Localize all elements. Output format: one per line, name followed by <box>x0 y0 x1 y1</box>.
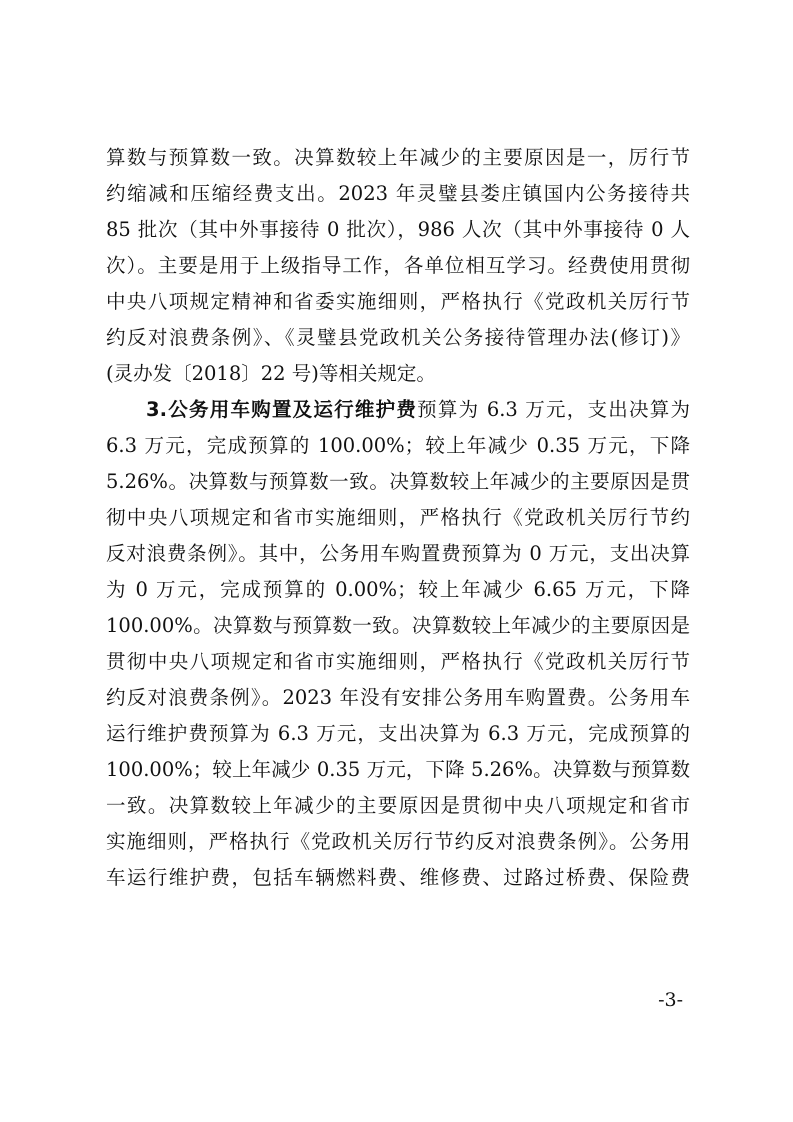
paragraph-line: 为 0 万元，完成预算的 0.00%；较上年减少 6.65 万元，下降 <box>106 578 690 601</box>
paragraph-line: 贯彻中央八项规定和省市实施细则，严格执行《党政机关厉行节 <box>106 650 690 673</box>
page-number: -3- <box>658 989 683 1011</box>
paragraph-line: 100.00%；较上年减少 0.35 万元，下降 5.26%。决算数与预算数 <box>106 758 690 781</box>
paragraph-line: 约缩减和压缩经费支出。2023 年灵璧县娄庄镇国内公务接待共 <box>106 182 690 205</box>
paragraph-line: 次）。主要是用于上级指导工作，各单位相互学习。经费使用贯彻 <box>106 254 690 277</box>
paragraph-line: 运行维护费预算为 6.3 万元，支出决算为 6.3 万元，完成预算的 <box>106 722 690 745</box>
paragraph-line: 反对浪费条例》。其中，公务用车购置费预算为 0 万元，支出决算 <box>106 542 690 565</box>
paragraph-line: 约反对浪费条例》。2023 年没有安排公务用车购置费。公务用车 <box>106 686 690 709</box>
paragraph-line: 算数与预算数一致。决算数较上年减少的主要原因是一，厉行节 <box>106 146 690 169</box>
paragraph-line: 实施细则，严格执行《党政机关厉行节约反对浪费条例》。公务用 <box>106 830 690 853</box>
paragraph-line: 约反对浪费条例》、《灵璧县党政机关公务接待管理办法(修订)》 <box>106 326 690 349</box>
paragraph-line: 彻中央八项规定和省市实施细则，严格执行《党政机关厉行节约 <box>106 506 690 529</box>
section-3-first-line <box>146 392 690 428</box>
paragraph-line: 中央八项规定精神和省委实施细则，严格执行《党政机关厉行节 <box>106 290 690 313</box>
paragraph-line: 一致。决算数较上年减少的主要原因是贯彻中央八项规定和省市 <box>106 794 690 817</box>
paragraph-line: 5.26%。决算数与预算数一致。决算数较上年减少的主要原因是贯 <box>106 470 690 493</box>
paragraph-line: (灵办发〔2018〕22 号)等相关规定。 <box>106 362 436 385</box>
section-3-first-line-text: 预算为 6.3 万元，支出决算为 <box>417 398 690 421</box>
paragraph-line: 100.00%。决算数与预算数一致。决算数较上年减少的主要原因是 <box>106 614 690 637</box>
paragraph-line: 6.3 万元，完成预算的 100.00%；较上年减少 0.35 万元，下降 <box>106 434 690 457</box>
section-3-heading: 3.公务用车购置及运行维护费 <box>146 398 418 421</box>
paragraph-line: 车运行维护费，包括车辆燃料费、维修费、过路过桥费、保险费 <box>106 866 690 889</box>
paragraph-line: 85 批次（其中外事接待 0 批次），986 人次（其中外事接待 0 人 <box>106 218 690 241</box>
